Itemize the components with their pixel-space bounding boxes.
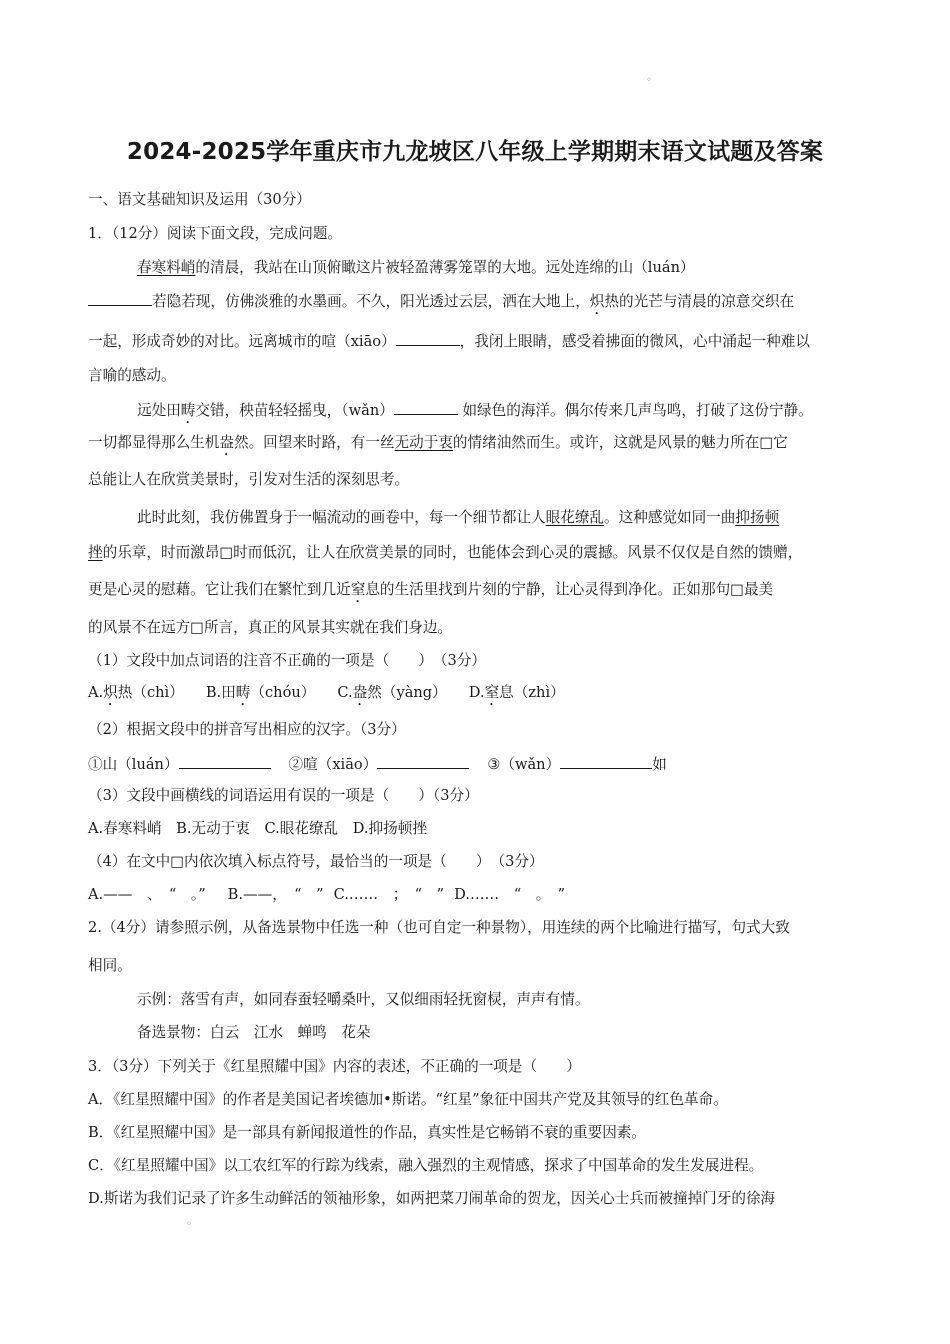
- page-mark-top: ◦: [646, 75, 652, 86]
- passage-p3-line3: 更是心灵的慰藉。它让我们在繁忙到几近窒息的生活里找到片刻的宁静，让心灵得到净化。正如那句□最美: [88, 581, 774, 598]
- passage-p2-line3: 总能让人在欣赏美景时，引发对生活的深刻思考。: [88, 471, 410, 488]
- section-heading: 一、语文基础知识及运用（30分）: [88, 191, 311, 208]
- page-mark-bottom: ◦: [186, 1219, 192, 1230]
- passage-p3-line4: 的风景不在远方□所言，真正的风景其实就在我们身边。: [88, 619, 453, 636]
- question-2-line2: 相同。: [88, 957, 132, 974]
- subquestion-3-options[interactable]: A.春寒料峭 B.无动于衷 C.眼花缭乱 D.抑扬顿挫: [88, 820, 427, 837]
- option-c[interactable]: C.盎然（yàng）: [337, 684, 447, 701]
- question-3-option-a[interactable]: A．《红星照耀中国》的作者是美国记者埃德加•斯诺。“红星”象征中国共产党及其领导的红色革命。: [88, 1091, 728, 1108]
- question-2-line1: 2.（4分）请参照示例，从备选景物中任选一种（也可自定一种景物），用连续的两个比喻进行描写，句式大致: [88, 919, 790, 936]
- dotted-char: 炽: [589, 293, 605, 310]
- answer-blank[interactable]: [394, 399, 458, 415]
- option-a[interactable]: A.炽热（chì）: [88, 684, 184, 701]
- subquestion-3: （3）文段中画横线的词语运用有误的一项是（ ）（3分）: [88, 787, 479, 804]
- underlined-phrase: 眼花缭乱: [545, 509, 605, 526]
- answer-blank[interactable]: [396, 330, 460, 346]
- answer-blank[interactable]: [560, 753, 652, 769]
- question-2-options: 备选景物：白云 江水 蝉鸣 花朵: [137, 1024, 371, 1041]
- underlined-phrase: 无动于衷: [394, 434, 453, 451]
- question-3-option-c[interactable]: C．《红星照耀中国》以工农红军的行踪为线索，融入强烈的主观情感，探求了中国革命的发生发展进程。: [88, 1157, 764, 1174]
- passage-p2-line2: 一切都显得那么生机盎然。回望来时路，有一丝无动于衷的情绪油然而生。或许，这就是风景的魅力所在□它: [88, 434, 788, 451]
- option-b[interactable]: B.田畴（chóu）: [205, 684, 316, 701]
- question-1-header: 1．（12分）阅读下面文段，完成问题。: [88, 225, 343, 242]
- option-d[interactable]: D.…… “ 。 ”: [454, 886, 566, 903]
- question-3-option-d[interactable]: D.斯诺为我们记录了许多生动鲜活的领袖形象，如两把菜刀闹革命的贺龙，因关心士兵而被撞掉门牙的徐海: [88, 1190, 776, 1207]
- passage-p1-line3: 一起，形成奇妙的对比。远离城市的喧（xiāo） ，我闭上眼睛，感受着拂面的微风，心中涌起一种难以: [88, 330, 810, 352]
- question-3-option-b[interactable]: B．《红星照耀中国》是一部具有新闻报道性的作品，真实性是它畅销不衰的重要因素。: [88, 1124, 646, 1141]
- option-a[interactable]: A.—— 、 “ 。”: [88, 886, 206, 903]
- subquestion-4: （4）在文中□内依次填入标点符号，最恰当的一项是（ ） （3分）: [88, 853, 544, 870]
- question-3: 3．（3分）下列关于《红星照耀中国》内容的表述，不正确的一项是（ ）: [88, 1058, 581, 1075]
- subquestion-1: （1）文段中加点词语的注音不正确的一项是（ ） （3分）: [88, 652, 487, 669]
- subquestion-2-answers: ①山（luán） ②喧（xiāo） ③（wǎn） 如: [88, 753, 667, 775]
- dotted-char: 畴: [180, 402, 196, 419]
- question-2-example: 示例：落雪有声，如同春蚕轻嚼桑叶，又似细雨轻抚窗棂，声声有情。: [137, 991, 590, 1008]
- dotted-char: 窒: [350, 581, 366, 598]
- answer-blank[interactable]: [88, 290, 152, 306]
- passage-p2-line1: 远处田畴交错，秧苗轻轻摇曳，（wǎn） 如绿色的海洋。偶尔传来几声鸟鸣，打破了这份宁静。: [137, 399, 813, 427]
- exam-title: 2024-2025学年重庆市九龙坡区八年级上学期期末语文试题及答案: [126, 139, 824, 165]
- underlined-phrase: 挫: [88, 544, 103, 561]
- passage-p3-line1: 此时此刻，我仿佛置身于一幅流动的画卷中，每一个细节都让人眼花缭乱。这种感觉如同一曲抑扬顿: [137, 509, 780, 526]
- underlined-phrase: 春寒料峭: [137, 259, 196, 276]
- subquestion-1-options: [88, 683, 565, 709]
- answer-blank[interactable]: [179, 753, 271, 769]
- underlined-phrase: 抑扬顿: [735, 509, 780, 526]
- answer-blank[interactable]: [377, 753, 469, 769]
- passage-p1-line1: 春寒料峭的清晨，我站在山顶俯瞰这片被轻盈薄雾笼罩的大地。远处连绵的山（luán）: [137, 259, 695, 276]
- option-b[interactable]: B.——， “ ”: [227, 886, 324, 903]
- option-d[interactable]: D.窒息（zhì）: [468, 684, 565, 701]
- subquestion-2: （2）根据文段中的拼音写出相应的汉字。（3分）: [88, 721, 406, 738]
- passage-p1-line2: 若隐若现，仿佛淡雅的水墨画。不久，阳光透过云层，洒在大地上，炽热的光芒与清晨的凉意交织在: [88, 290, 794, 318]
- dotted-char: 盎: [219, 434, 234, 451]
- option-c[interactable]: C.…… ； “ ”: [333, 886, 445, 903]
- passage-p1-line4: 言喻的感动。: [88, 367, 176, 384]
- subquestion-4-options: [88, 885, 565, 905]
- passage-p3-line2: 挫的乐章，时而激昂□时而低沉，让人在欣赏美景的同时，也能体会到心灵的震撼。风景不仅仅是自然的馈赠，: [88, 544, 803, 561]
